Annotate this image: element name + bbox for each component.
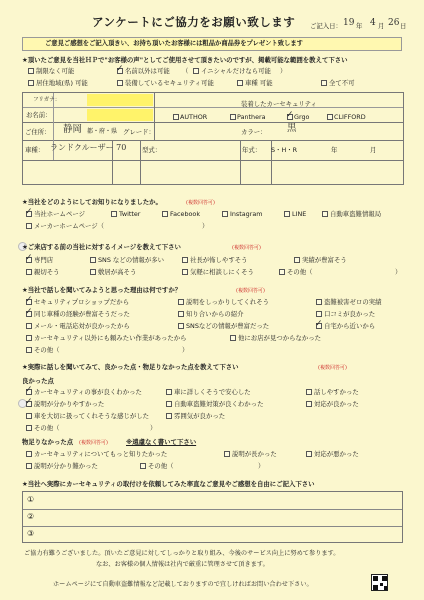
date-year[interactable]: 19 bbox=[343, 18, 355, 28]
checkmark-icon: ✓ bbox=[315, 319, 323, 329]
q2-sns-checkbox[interactable] bbox=[90, 257, 96, 263]
publish-opt-region-checkbox[interactable] bbox=[28, 80, 34, 86]
q2-threshold: 敷居が高そう bbox=[98, 268, 137, 276]
year-value: S・H・R bbox=[271, 146, 298, 154]
q3-other-work-checkbox[interactable] bbox=[26, 335, 32, 341]
q4-good-atmosphere: 雰囲気が良かった bbox=[174, 412, 226, 420]
q4-bad-more-checkbox[interactable] bbox=[26, 451, 32, 457]
checkmark-icon: ✓ bbox=[25, 207, 33, 217]
q4-good-service: 対応が良かった bbox=[314, 400, 359, 408]
sec-author: AUTHOR bbox=[180, 113, 208, 121]
q4-bad-long-checkbox[interactable] bbox=[224, 451, 230, 457]
furigana-label: フリガナ： bbox=[33, 97, 61, 103]
q3-proshop: セキュリティプロショップだから bbox=[34, 298, 130, 306]
q3-explain-checkbox[interactable] bbox=[178, 299, 184, 305]
sec-panthera: Panthera bbox=[237, 113, 266, 121]
q4-bad-unclear-checkbox[interactable] bbox=[26, 463, 32, 469]
date-month[interactable]: 4 bbox=[370, 18, 376, 28]
publish-opt-region: 居住地域(県) 可能 bbox=[36, 79, 88, 87]
q1-twitter: Twitter bbox=[119, 210, 141, 218]
q3-no-shop-checkbox[interactable] bbox=[230, 335, 236, 341]
thanks-line-2: なお、お客様の個人情報は社内で厳重に管理させて頂きます。 bbox=[96, 561, 269, 568]
publish-opt-initial-checkbox[interactable] bbox=[193, 68, 199, 74]
publish-opt-security: 装備しているセキュリティ可能 bbox=[125, 79, 214, 87]
comment-line-3-marker: ③ bbox=[27, 529, 35, 538]
publish-opt-security-checkbox[interactable] bbox=[117, 80, 123, 86]
checkmark-icon: ✓ bbox=[25, 385, 33, 395]
q2-specialist: 専門店 bbox=[34, 256, 54, 264]
q3-referral: 知り合いからの紹介 bbox=[186, 310, 244, 318]
address-label: ご住所： bbox=[25, 128, 51, 136]
q4-good-explain: 説明が分かりやすかった bbox=[34, 400, 105, 408]
q3-referral-checkbox[interactable] bbox=[178, 311, 184, 317]
page-title: アンケートにご協力をお願い致します bbox=[92, 15, 296, 29]
q4-bad-other-checkbox[interactable] bbox=[140, 463, 146, 469]
q1-theft-info-checkbox[interactable] bbox=[322, 211, 328, 217]
q2-heading: ★ご来店する前の当社に対するイメージを教えて下さい bbox=[22, 243, 181, 251]
model-label: 型式： bbox=[142, 146, 162, 154]
q1-theft-info: 自動車盗難情報局 bbox=[330, 210, 382, 218]
q4-good-other-close: ） bbox=[150, 424, 157, 432]
q2-hard-checkbox[interactable] bbox=[182, 269, 188, 275]
q4-good-knowledge-checkbox[interactable] bbox=[166, 389, 172, 395]
sec-panthera-checkbox[interactable] bbox=[230, 114, 236, 120]
car-value[interactable]: ランドクルーザー 70 bbox=[50, 143, 127, 152]
publish-opt-initial: イニシャルだけなら可能 bbox=[201, 67, 271, 75]
sec-grgo: Grgo bbox=[294, 113, 310, 121]
q4-note: (複数回答可) bbox=[318, 365, 347, 371]
q2-hard: 気軽に相談しにくそう bbox=[190, 268, 254, 276]
q2-threshold-checkbox[interactable] bbox=[90, 269, 96, 275]
publish-paren-open: （ bbox=[182, 67, 189, 75]
q4-good-service-checkbox[interactable] bbox=[306, 401, 312, 407]
publish-opt-car: 車種 可能 bbox=[245, 79, 273, 87]
q4-bad-emph: ※遠慮なく書いて下さい bbox=[126, 438, 197, 446]
customer-info-table bbox=[22, 92, 404, 185]
q4-bad-unclear: 説明が分かり難かった bbox=[34, 462, 98, 470]
date-day-unit: 日 bbox=[400, 22, 407, 30]
q5-heading: ★当社へ実際にカーセキュリティの取付けを依頼してみた率直なご意見やご感想を自由にご記入下さい bbox=[22, 480, 315, 488]
q3-reviews: 口コミが良かった bbox=[324, 310, 376, 318]
q3-sns-rich: SNSなどの情報が豊富だった bbox=[186, 322, 270, 330]
q4-good-care-checkbox[interactable] bbox=[26, 413, 32, 419]
q4-bad-service: 対応が悪かった bbox=[314, 450, 359, 458]
q3-other: その他（ bbox=[34, 346, 60, 354]
q3-other-work: カーセキュリティ以外にも頼みたい作業があったから bbox=[34, 334, 187, 342]
q2-kind: 親切そう bbox=[34, 268, 60, 276]
q1-twitter-checkbox[interactable] bbox=[111, 211, 117, 217]
color-label: カラー： bbox=[241, 128, 267, 136]
q2-other-checkbox[interactable] bbox=[279, 269, 285, 275]
q1-maker-checkbox[interactable] bbox=[26, 223, 32, 229]
q1-facebook-checkbox[interactable] bbox=[162, 211, 168, 217]
date-year-unit: 年 bbox=[356, 22, 363, 30]
checkmark-icon: ✓ bbox=[116, 64, 124, 74]
q3-no-shop: 他にお店が見つからなかった bbox=[238, 334, 322, 342]
publish-opt-none: 全て不可 bbox=[329, 79, 355, 87]
name-label: お名前： bbox=[26, 111, 52, 119]
q4-good-antitheft-checkbox[interactable] bbox=[166, 401, 172, 407]
q1-facebook: Facebook bbox=[170, 210, 201, 218]
checkmark-icon: ✓ bbox=[25, 295, 33, 305]
q4-good-talk: 話しやすかった bbox=[314, 388, 359, 396]
q2-sns: SNS などの情報が多い bbox=[98, 256, 165, 264]
publish-opt-unlimited: 制限なく可能 bbox=[36, 67, 75, 75]
car-label: 車種： bbox=[25, 146, 45, 154]
publish-opt-unlimited-checkbox[interactable] bbox=[28, 68, 34, 74]
q2-note: (複数回答可) bbox=[232, 245, 261, 251]
address-value[interactable]: 静岡 bbox=[63, 124, 83, 135]
pref-suffix: 都・府・県 bbox=[87, 128, 118, 135]
comment-line-2-marker: ② bbox=[27, 512, 35, 521]
q4-good-security: カーセキュリティの事が良くわかった bbox=[34, 388, 142, 396]
q4-heading: ★実際に話しを聞いてみて、良かった点・物足りなかった点を教えて下さい bbox=[22, 363, 239, 371]
q4-bad-label: 物足りなかった点 bbox=[22, 438, 74, 446]
grade-label: グレード： bbox=[123, 128, 155, 136]
q1-instagram-checkbox[interactable] bbox=[222, 211, 228, 217]
q3-other-checkbox[interactable] bbox=[26, 347, 32, 353]
q1-instagram: Instagram bbox=[230, 210, 263, 218]
q4-good-antitheft: 自動車盗難対策が良くわかった bbox=[174, 400, 264, 408]
sec-clifford-checkbox[interactable] bbox=[327, 114, 333, 120]
q1-line: LINE bbox=[292, 210, 307, 218]
q4-good-atmosphere-checkbox[interactable] bbox=[166, 413, 172, 419]
q1-note: (複数回答可) bbox=[186, 200, 215, 206]
q3-near-home: 自宅から近いから bbox=[324, 322, 376, 330]
q1-heading: ★当社をどのようにしてお知りになりましたか。 bbox=[22, 198, 162, 206]
q3-note: (複数回答可) bbox=[236, 288, 265, 294]
q4-good-care: 車を大切に扱ってくれそうな感じがした bbox=[34, 412, 150, 420]
q1-line-checkbox[interactable] bbox=[284, 211, 290, 217]
homepage-note: ホームページにて自動車盗難情報など記載しておりますので宜しければお問い合わせ下さい。 bbox=[53, 581, 313, 588]
free-comment-box[interactable] bbox=[22, 491, 403, 543]
security-label: 装着したカーセキュリティ bbox=[241, 100, 317, 108]
publish-heading: ★頂いたご意見を当社ＨＰで"お客様の声"としてご使用させて頂きたいのですが、掲載可能な範囲を教えて下さい bbox=[22, 56, 348, 64]
q2-president: 社長が怖しやすそう bbox=[190, 256, 248, 264]
q3-zero-theft: 盗難被害ゼロの実績 bbox=[324, 298, 382, 306]
name-redaction bbox=[87, 109, 153, 121]
publish-opt-none-checkbox[interactable] bbox=[321, 80, 327, 86]
q2-other: その他（ bbox=[287, 268, 313, 276]
q4-bad-long: 説明が長かった bbox=[232, 450, 277, 458]
q4-bad-service-checkbox[interactable] bbox=[306, 451, 312, 457]
q4-good-other: その他（ bbox=[34, 424, 60, 432]
q4-bad-note: (複数回答可) bbox=[79, 440, 108, 446]
q3-contact: メール・電話応対が良かったから bbox=[34, 322, 130, 330]
q1-maker-close: ） bbox=[202, 222, 209, 230]
date-month-unit: 月 bbox=[378, 22, 385, 30]
date-day[interactable]: 26 bbox=[388, 18, 400, 28]
q3-reviews-checkbox[interactable] bbox=[316, 311, 322, 317]
q3-contact-checkbox[interactable] bbox=[26, 323, 32, 329]
publish-paren-close: ） bbox=[280, 67, 287, 75]
q3-same-car: 同じ車種の経験が豊富そうだった bbox=[34, 310, 130, 318]
q3-explain: 説明をしっかりしてくれそう bbox=[186, 298, 270, 306]
sec-clifford: CLIFFORD bbox=[334, 113, 366, 121]
sec-author-checkbox[interactable] bbox=[173, 114, 179, 120]
q1-maker: メーカーホームページ（ bbox=[34, 222, 105, 230]
qr-code-icon[interactable] bbox=[371, 574, 388, 591]
year-unit: 年 bbox=[331, 146, 338, 154]
q2-experience-checkbox[interactable] bbox=[294, 257, 300, 263]
date-label: ご記入日： bbox=[310, 22, 342, 30]
q4-bad-other: その他（ bbox=[148, 462, 174, 470]
q2-experience: 実績が豊富そう bbox=[302, 256, 347, 264]
year-label: 年式： bbox=[242, 146, 262, 154]
comment-line-1-marker: ① bbox=[27, 495, 35, 504]
q3-heading: ★当社で話しを聞いてみようと思った理由は何ですか？ bbox=[22, 286, 182, 294]
intro-text: ご意見ご感想をご記入頂きい、お持ち頂いたお客様には粗品か商品券をプレゼント致します bbox=[45, 40, 303, 47]
q3-sns-rich-checkbox[interactable] bbox=[178, 323, 184, 329]
checkmark-icon: ✓ bbox=[286, 110, 294, 120]
q2-president-checkbox[interactable] bbox=[182, 257, 188, 263]
q3-zero-theft-checkbox[interactable] bbox=[316, 299, 322, 305]
q4-bad-other-close: ） bbox=[258, 462, 265, 470]
q1-homepage: 当社ホームページ bbox=[34, 210, 85, 218]
q4-bad-more: カーセキュリティについてもっと知りたかった bbox=[34, 450, 168, 458]
checkmark-icon: ✓ bbox=[25, 397, 33, 407]
furigana-redaction bbox=[87, 94, 153, 106]
q4-good-other-checkbox[interactable] bbox=[26, 425, 32, 431]
thanks-line-1: ご協力有難うございました。頂いたご意見に対してしっかりと取り組み、今後のサービス向上に努めて参ります。 bbox=[24, 550, 340, 557]
publish-opt-car-checkbox[interactable] bbox=[237, 80, 243, 86]
q2-kind-checkbox[interactable] bbox=[26, 269, 32, 275]
color-value[interactable]: 黒 bbox=[287, 123, 297, 134]
checkmark-icon: ✓ bbox=[25, 253, 33, 263]
intro-banner bbox=[22, 37, 402, 51]
month-unit: 月 bbox=[370, 146, 377, 154]
q4-good-label: 良かった点 bbox=[22, 377, 54, 385]
checkmark-icon: ✓ bbox=[25, 307, 33, 317]
q3-other-close: ） bbox=[182, 346, 189, 354]
q4-good-knowledge: 車に詳しくそうで安心した bbox=[174, 388, 251, 396]
publish-opt-no-name: 名前以外は可能 bbox=[125, 67, 170, 75]
q4-good-talk-checkbox[interactable] bbox=[306, 389, 312, 395]
q2-other-close: ） bbox=[395, 268, 402, 276]
